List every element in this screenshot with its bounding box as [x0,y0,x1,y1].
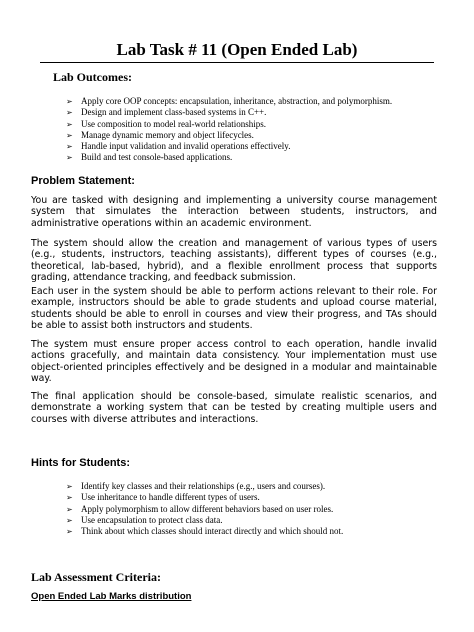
list-item-text: Use inheritance to handle different types of users. [81,492,260,503]
list-item [66,141,392,152]
title-wrap [40,40,434,60]
assessment-heading: Lab Assessment Criteria: [31,570,161,584]
arrow-bullet-icon: ➢ [66,527,73,537]
page-title: Lab Task # 11 (Open Ended Lab) [116,40,358,59]
list-item-text: Design and implement class-based systems in C++. [81,107,267,118]
arrow-bullet-icon: ➢ [66,515,73,525]
list-item [66,526,343,537]
problem-statement-heading: Problem Statement: [31,175,135,187]
hints-heading: Hints for Students: [31,457,130,469]
lab-outcomes-list [66,96,392,164]
arrow-bullet-icon: ➢ [66,119,73,129]
list-item-text: Apply core OOP concepts: encapsulation, inheritance, abstraction, and polymorphism. [81,96,393,106]
arrow-bullet-icon: ➢ [66,97,73,106]
problem-paragraph-3: Each user in the system should be able to perform actions relevant to their role. For example, instructors should be able to grade students and upload course material, students should be able to enroll in courses and view their progress, and TAs should be able to assist both instructors and students. [31,286,437,332]
list-item [66,96,392,107]
problem-paragraph-1: You are tasked with designing and implementing a university course management system that simulates the interaction between students, instructors, and administrative operations within an academic environment. [31,195,437,229]
list-item [66,515,343,526]
arrow-bullet-icon: ➢ [66,482,73,491]
arrow-bullet-icon: ➢ [66,493,73,503]
problem-paragraph-2: The system should allow the creation and management of various types of users (e.g., students, instructors, teaching assistants), different types of courses (e.g., theoretical, lab-based, hybrid), and a flexible enrollment process that supports grading, attendance tracking, and feedback submission. [31,238,437,284]
list-item-text: Use composition to model real-world relationships. [81,118,266,129]
list-item-text: Handle input validation and invalid operations effectively. [81,141,291,152]
arrow-bullet-icon: ➢ [66,504,73,514]
list-item [66,130,392,141]
arrow-bullet-icon: ➢ [66,142,73,152]
hints-list [66,481,343,537]
problem-paragraph-4: The system must ensure proper access control to each operation, handle invalid actions gracefully, and maintain data consistency. Your implementation must use object-oriented principles effectively and be designed in a modular and maintainable way. [31,339,437,385]
arrow-bullet-icon: ➢ [66,108,73,118]
list-item [66,492,343,503]
list-item-text: Build and test console-based applications. [81,152,233,163]
list-item-text: Apply polymorphism to allow different behaviors based on user roles. [81,503,334,514]
list-item [66,107,392,118]
list-item-text: Use encapsulation to protect class data. [81,514,223,525]
title-underline [40,62,434,63]
marks-distribution-heading: Open Ended Lab Marks distribution [31,591,192,602]
list-item [66,152,392,163]
arrow-bullet-icon: ➢ [66,130,73,140]
list-item-text: Identify key classes and their relationships (e.g., users and courses). [81,481,326,491]
list-item-text: Think about which classes should interact directly and which should not. [81,526,344,537]
list-item-text: Manage dynamic memory and object lifecycles. [81,129,254,140]
list-item [66,119,392,130]
list-item [66,481,343,492]
lab-outcomes-heading: Lab Outcomes: [53,70,132,84]
problem-paragraph-5: The final application should be console-based, simulate realistic scenarios, and demonstrate a working system that can be tested by creating multiple users and courses with diverse attributes and interactions. [31,391,437,425]
arrow-bullet-icon: ➢ [66,153,73,163]
list-item [66,504,343,515]
